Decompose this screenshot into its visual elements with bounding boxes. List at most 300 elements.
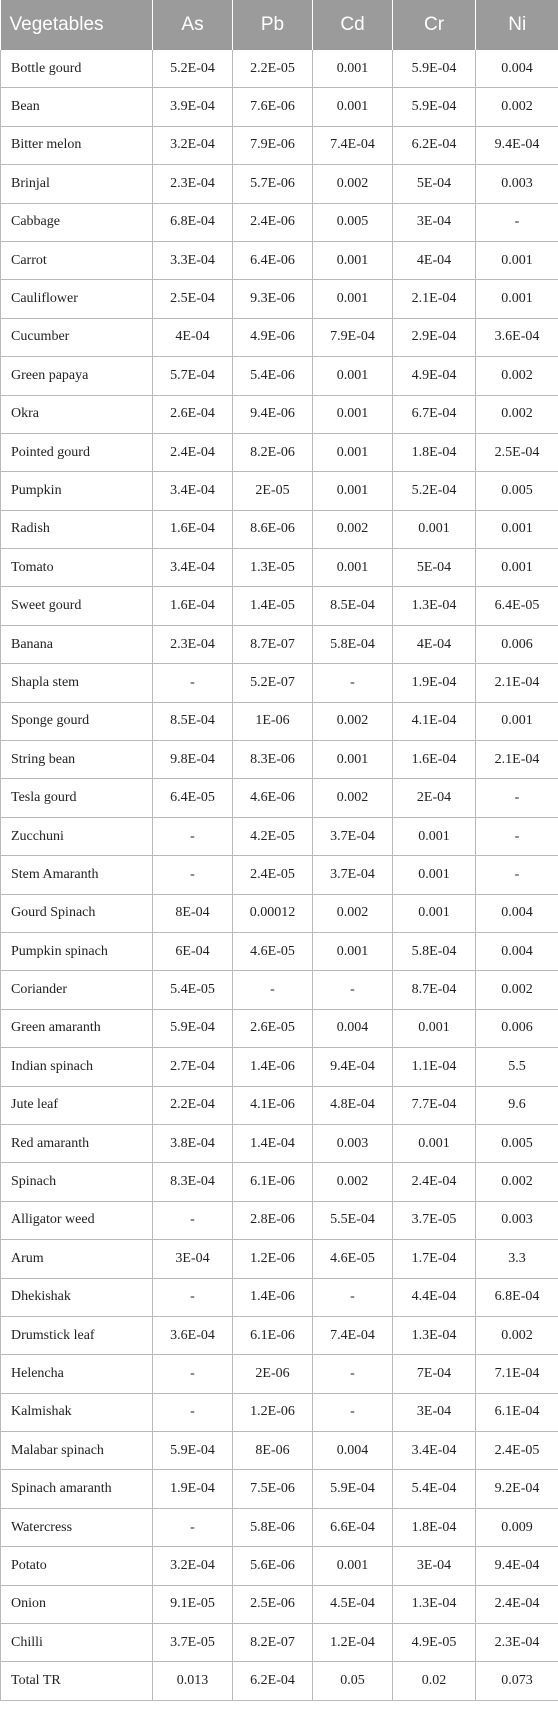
cell-vegetable: Green papaya xyxy=(1,357,153,395)
table-row xyxy=(1,1393,558,1431)
cell-cr: 1.3E-04 xyxy=(393,587,476,625)
cell-as: 3.9E-04 xyxy=(153,88,233,126)
cell-cd: 5.8E-04 xyxy=(313,625,393,663)
table-row xyxy=(1,856,558,894)
cell-ni: 0.001 xyxy=(476,241,558,279)
cell-pb: 6.1E-06 xyxy=(233,1316,313,1354)
cell-vegetable: Red amaranth xyxy=(1,1124,153,1162)
cell-pb: 7.5E-06 xyxy=(233,1470,313,1508)
cell-vegetable: Onion xyxy=(1,1585,153,1623)
cell-as: 3.3E-04 xyxy=(153,241,233,279)
cell-ni: 2.3E-04 xyxy=(476,1624,558,1662)
cell-cr: 6.2E-04 xyxy=(393,126,476,164)
cell-as: 6E-04 xyxy=(153,932,233,970)
cell-vegetable: Sweet gourd xyxy=(1,587,153,625)
cell-cd: 0.001 xyxy=(313,395,393,433)
cell-as: 2.6E-04 xyxy=(153,395,233,433)
cell-vegetable: Bottle gourd xyxy=(1,50,153,88)
cell-cr: 5.4E-04 xyxy=(393,1470,476,1508)
cell-cd: 0.001 xyxy=(313,741,393,779)
cell-as: 9.1E-05 xyxy=(153,1585,233,1623)
cell-ni: 0.002 xyxy=(476,1316,558,1354)
cell-ni: 0.002 xyxy=(476,971,558,1009)
table-row xyxy=(1,702,558,740)
cell-ni: 0.006 xyxy=(476,1009,558,1047)
cell-cd: 0.05 xyxy=(313,1662,393,1700)
cell-ni: 0.009 xyxy=(476,1508,558,1546)
cell-vegetable: Indian spinach xyxy=(1,1048,153,1086)
cell-ni: 0.006 xyxy=(476,625,558,663)
cell-vegetable: Okra xyxy=(1,395,153,433)
cell-ni: 0.003 xyxy=(476,1201,558,1239)
cell-ni: 3.3 xyxy=(476,1240,558,1278)
cell-vegetable: Pumpkin spinach xyxy=(1,932,153,970)
cell-vegetable: Spinach xyxy=(1,1163,153,1201)
table-row xyxy=(1,472,558,510)
cell-pb: 2.5E-06 xyxy=(233,1585,313,1623)
cell-as: 2.3E-04 xyxy=(153,625,233,663)
cell-vegetable: Banana xyxy=(1,625,153,663)
cell-cd: 3.7E-04 xyxy=(313,817,393,855)
cell-as: 1.9E-04 xyxy=(153,1470,233,1508)
cell-as: 5.4E-05 xyxy=(153,971,233,1009)
cell-cr: 5.9E-04 xyxy=(393,50,476,88)
cell-vegetable: Arum xyxy=(1,1240,153,1278)
cell-ni: 2.4E-04 xyxy=(476,1585,558,1623)
table-row xyxy=(1,1048,558,1086)
cell-cd: 0.004 xyxy=(313,1432,393,1470)
table-row xyxy=(1,894,558,932)
cell-cd: 0.002 xyxy=(313,1163,393,1201)
cell-pb: 9.3E-06 xyxy=(233,280,313,318)
cell-ni: 0.001 xyxy=(476,702,558,740)
cell-ni: 0.002 xyxy=(476,357,558,395)
cell-pb: 2.6E-05 xyxy=(233,1009,313,1047)
cell-cr: 3.7E-05 xyxy=(393,1201,476,1239)
cell-ni: 5.5 xyxy=(476,1048,558,1086)
cell-ni: 0.004 xyxy=(476,894,558,932)
cell-cd: 7.4E-04 xyxy=(313,126,393,164)
cell-as: - xyxy=(153,856,233,894)
table-row xyxy=(1,817,558,855)
cell-as: 3.2E-04 xyxy=(153,126,233,164)
table-row xyxy=(1,1201,558,1239)
cell-cr: 7.7E-04 xyxy=(393,1086,476,1124)
table-row xyxy=(1,241,558,279)
table-body xyxy=(1,50,558,1700)
cell-ni: - xyxy=(476,203,558,241)
cell-ni: 2.5E-04 xyxy=(476,433,558,471)
cell-pb: 5.7E-06 xyxy=(233,165,313,203)
column-header-vegetables: Vegetables xyxy=(1,0,153,50)
cell-vegetable: Cucumber xyxy=(1,318,153,356)
table-row xyxy=(1,932,558,970)
cell-cr: 1.3E-04 xyxy=(393,1585,476,1623)
cell-pb: 9.4E-06 xyxy=(233,395,313,433)
cell-vegetable: Chilli xyxy=(1,1624,153,1662)
cell-cr: 1.8E-04 xyxy=(393,433,476,471)
table-row xyxy=(1,1124,558,1162)
cell-vegetable: Helencha xyxy=(1,1355,153,1393)
cell-cd: - xyxy=(313,1278,393,1316)
cell-ni: 2.1E-04 xyxy=(476,741,558,779)
table-row xyxy=(1,510,558,548)
cell-vegetable: Brinjal xyxy=(1,165,153,203)
cell-cd: 0.001 xyxy=(313,549,393,587)
cell-pb: 4.6E-05 xyxy=(233,932,313,970)
cell-ni: 9.4E-04 xyxy=(476,126,558,164)
header-row xyxy=(1,0,558,50)
cell-as: 5.7E-04 xyxy=(153,357,233,395)
cell-as: 6.4E-05 xyxy=(153,779,233,817)
cell-pb: 8.6E-06 xyxy=(233,510,313,548)
cell-cd: 0.001 xyxy=(313,280,393,318)
column-header-cr: Cr xyxy=(393,0,476,50)
cell-pb: 8.2E-07 xyxy=(233,1624,313,1662)
cell-cr: 1.9E-04 xyxy=(393,664,476,702)
cell-ni: 0.005 xyxy=(476,472,558,510)
cell-as: 0.013 xyxy=(153,1662,233,1700)
table-row xyxy=(1,1662,558,1700)
cell-cd: 7.9E-04 xyxy=(313,318,393,356)
table-row xyxy=(1,1240,558,1278)
cell-pb: 5.8E-06 xyxy=(233,1508,313,1546)
cell-ni: - xyxy=(476,817,558,855)
table-row xyxy=(1,625,558,663)
table-row xyxy=(1,318,558,356)
cell-cd: 0.001 xyxy=(313,932,393,970)
cell-cd: 0.002 xyxy=(313,510,393,548)
cell-as: 3.8E-04 xyxy=(153,1124,233,1162)
cell-cr: 1.6E-04 xyxy=(393,741,476,779)
cell-pb: 6.4E-06 xyxy=(233,241,313,279)
cell-as: 3.4E-04 xyxy=(153,549,233,587)
table-row xyxy=(1,1009,558,1047)
cell-pb: 2E-05 xyxy=(233,472,313,510)
cell-cr: 2.4E-04 xyxy=(393,1163,476,1201)
table-row xyxy=(1,1278,558,1316)
cell-vegetable: Shapla stem xyxy=(1,664,153,702)
cell-vegetable: Bean xyxy=(1,88,153,126)
cell-pb: 4.2E-05 xyxy=(233,817,313,855)
cell-vegetable: Carrot xyxy=(1,241,153,279)
cell-ni: 2.4E-05 xyxy=(476,1432,558,1470)
cell-as: - xyxy=(153,1278,233,1316)
cell-ni: 0.001 xyxy=(476,510,558,548)
column-header-cd: Cd xyxy=(313,0,393,50)
table-row xyxy=(1,50,558,88)
table-row xyxy=(1,126,558,164)
table-row xyxy=(1,549,558,587)
table-row xyxy=(1,1086,558,1124)
column-header-ni: Ni xyxy=(476,0,558,50)
cell-as: - xyxy=(153,1393,233,1431)
cell-cr: 3.4E-04 xyxy=(393,1432,476,1470)
cell-vegetable: Potato xyxy=(1,1547,153,1585)
cell-cd: 0.001 xyxy=(313,472,393,510)
cell-as: 2.7E-04 xyxy=(153,1048,233,1086)
cell-vegetable: Cauliflower xyxy=(1,280,153,318)
cell-cd: 0.003 xyxy=(313,1124,393,1162)
cell-pb: 4.1E-06 xyxy=(233,1086,313,1124)
cell-ni: 0.001 xyxy=(476,280,558,318)
table-row xyxy=(1,779,558,817)
cell-vegetable: Bitter melon xyxy=(1,126,153,164)
cell-cd: - xyxy=(313,664,393,702)
cell-as: - xyxy=(153,1355,233,1393)
table-row xyxy=(1,587,558,625)
cell-cd: 1.2E-04 xyxy=(313,1624,393,1662)
cell-ni: 0.005 xyxy=(476,1124,558,1162)
cell-cd: 9.4E-04 xyxy=(313,1048,393,1086)
cell-cr: 0.001 xyxy=(393,1009,476,1047)
cell-pb: 2.8E-06 xyxy=(233,1201,313,1239)
cell-cr: 3E-04 xyxy=(393,1547,476,1585)
cell-pb: 1.4E-05 xyxy=(233,587,313,625)
cell-ni: 0.003 xyxy=(476,165,558,203)
cell-vegetable: Coriander xyxy=(1,971,153,1009)
cell-vegetable: Spinach amaranth xyxy=(1,1470,153,1508)
cell-as: 5.9E-04 xyxy=(153,1432,233,1470)
cell-vegetable: Watercress xyxy=(1,1508,153,1546)
cell-cr: 2E-04 xyxy=(393,779,476,817)
cell-ni: 0.004 xyxy=(476,50,558,88)
cell-vegetable: Total TR xyxy=(1,1662,153,1700)
cell-as: 1.6E-04 xyxy=(153,510,233,548)
cell-cd: 8.5E-04 xyxy=(313,587,393,625)
table-row xyxy=(1,1508,558,1546)
cell-pb: 1.4E-04 xyxy=(233,1124,313,1162)
cell-cd: 5.5E-04 xyxy=(313,1201,393,1239)
cell-pb: 8.7E-07 xyxy=(233,625,313,663)
table-row xyxy=(1,741,558,779)
cell-cr: 0.001 xyxy=(393,1124,476,1162)
table-row xyxy=(1,88,558,126)
cell-as: 2.4E-04 xyxy=(153,433,233,471)
cell-as: 8.5E-04 xyxy=(153,702,233,740)
cell-pb: 2.2E-05 xyxy=(233,50,313,88)
cell-ni: 7.1E-04 xyxy=(476,1355,558,1393)
table-row xyxy=(1,357,558,395)
cell-cr: 0.001 xyxy=(393,817,476,855)
cell-pb: 2.4E-05 xyxy=(233,856,313,894)
cell-as: 2.2E-04 xyxy=(153,1086,233,1124)
cell-vegetable: Kalmishak xyxy=(1,1393,153,1431)
cell-vegetable: Radish xyxy=(1,510,153,548)
cell-ni: 2.1E-04 xyxy=(476,664,558,702)
cell-cd: 4.5E-04 xyxy=(313,1585,393,1623)
cell-cd: - xyxy=(313,971,393,1009)
cell-cd: 5.9E-04 xyxy=(313,1470,393,1508)
table-row xyxy=(1,395,558,433)
cell-as: 6.8E-04 xyxy=(153,203,233,241)
cell-cd: - xyxy=(313,1393,393,1431)
cell-as: - xyxy=(153,664,233,702)
cell-cr: 7E-04 xyxy=(393,1355,476,1393)
table-header xyxy=(1,0,558,50)
cell-cr: 8.7E-04 xyxy=(393,971,476,1009)
cell-vegetable: Alligator weed xyxy=(1,1201,153,1239)
cell-cr: 1.7E-04 xyxy=(393,1240,476,1278)
cell-cr: 4E-04 xyxy=(393,241,476,279)
cell-as: 3.4E-04 xyxy=(153,472,233,510)
cell-pb: 1.4E-06 xyxy=(233,1048,313,1086)
cell-as: 8E-04 xyxy=(153,894,233,932)
cell-cd: 4.8E-04 xyxy=(313,1086,393,1124)
cell-cd: 0.001 xyxy=(313,433,393,471)
cell-as: 1.6E-04 xyxy=(153,587,233,625)
cell-pb: 4.6E-06 xyxy=(233,779,313,817)
cell-cr: 1.8E-04 xyxy=(393,1508,476,1546)
cell-as: 3.7E-05 xyxy=(153,1624,233,1662)
cell-as: 8.3E-04 xyxy=(153,1163,233,1201)
cell-pb: 5.6E-06 xyxy=(233,1547,313,1585)
cell-cd: 0.001 xyxy=(313,357,393,395)
cell-cr: 0.001 xyxy=(393,894,476,932)
cell-cd: 0.002 xyxy=(313,894,393,932)
cell-vegetable: Tomato xyxy=(1,549,153,587)
cell-cr: 4.4E-04 xyxy=(393,1278,476,1316)
cell-ni: - xyxy=(476,779,558,817)
cell-cr: 2.9E-04 xyxy=(393,318,476,356)
cell-pb: 0.00012 xyxy=(233,894,313,932)
cell-pb: - xyxy=(233,971,313,1009)
cell-pb: 1.2E-06 xyxy=(233,1393,313,1431)
cell-cd: 0.001 xyxy=(313,88,393,126)
cell-pb: 1.2E-06 xyxy=(233,1240,313,1278)
table-row xyxy=(1,1355,558,1393)
cell-pb: 1.3E-05 xyxy=(233,549,313,587)
cell-cd: 0.001 xyxy=(313,1547,393,1585)
cell-cr: 2.1E-04 xyxy=(393,280,476,318)
cell-vegetable: Sponge gourd xyxy=(1,702,153,740)
table-row xyxy=(1,433,558,471)
cell-cr: 5.9E-04 xyxy=(393,88,476,126)
cell-pb: 6.2E-04 xyxy=(233,1662,313,1700)
cell-cd: 0.002 xyxy=(313,702,393,740)
cell-cr: 3E-04 xyxy=(393,203,476,241)
cell-cr: 5.8E-04 xyxy=(393,932,476,970)
table-row xyxy=(1,1624,558,1662)
cell-pb: 6.1E-06 xyxy=(233,1163,313,1201)
cell-cr: 3E-04 xyxy=(393,1393,476,1431)
cell-vegetable: Drumstick leaf xyxy=(1,1316,153,1354)
cell-pb: 7.9E-06 xyxy=(233,126,313,164)
table-row xyxy=(1,971,558,1009)
cell-cr: 1.3E-04 xyxy=(393,1316,476,1354)
cell-as: 9.8E-04 xyxy=(153,741,233,779)
cell-ni: 6.1E-04 xyxy=(476,1393,558,1431)
cell-vegetable: Pumpkin xyxy=(1,472,153,510)
cell-cr: 5E-04 xyxy=(393,165,476,203)
table-row xyxy=(1,1585,558,1623)
cell-as: 3.2E-04 xyxy=(153,1547,233,1585)
cell-vegetable: Green amaranth xyxy=(1,1009,153,1047)
cell-cd: 0.004 xyxy=(313,1009,393,1047)
cell-pb: 5.2E-07 xyxy=(233,664,313,702)
cell-ni: 3.6E-04 xyxy=(476,318,558,356)
cell-ni: 9.2E-04 xyxy=(476,1470,558,1508)
cell-pb: 2E-06 xyxy=(233,1355,313,1393)
cell-pb: 8.3E-06 xyxy=(233,741,313,779)
cell-vegetable: Gourd Spinach xyxy=(1,894,153,932)
cell-vegetable: String bean xyxy=(1,741,153,779)
column-header-pb: Pb xyxy=(233,0,313,50)
table-row xyxy=(1,664,558,702)
cell-cd: 0.002 xyxy=(313,165,393,203)
cell-ni: 0.001 xyxy=(476,549,558,587)
cell-ni: 0.004 xyxy=(476,932,558,970)
cell-cd: 3.7E-04 xyxy=(313,856,393,894)
cell-as: 2.3E-04 xyxy=(153,165,233,203)
cell-ni: 0.002 xyxy=(476,1163,558,1201)
table-row xyxy=(1,165,558,203)
cell-ni: 9.6 xyxy=(476,1086,558,1124)
cell-as: 5.9E-04 xyxy=(153,1009,233,1047)
cell-as: - xyxy=(153,817,233,855)
cell-ni: 6.4E-05 xyxy=(476,587,558,625)
table-row xyxy=(1,1163,558,1201)
cell-as: 5.2E-04 xyxy=(153,50,233,88)
cell-cd: 0.005 xyxy=(313,203,393,241)
cell-ni: 0.002 xyxy=(476,395,558,433)
cell-ni: - xyxy=(476,856,558,894)
cell-ni: 9.4E-04 xyxy=(476,1547,558,1585)
cell-as: 3.6E-04 xyxy=(153,1316,233,1354)
cell-ni: 0.073 xyxy=(476,1662,558,1700)
cell-cr: 4E-04 xyxy=(393,625,476,663)
cell-cd: 7.4E-04 xyxy=(313,1316,393,1354)
cell-cr: 5.2E-04 xyxy=(393,472,476,510)
cell-pb: 8E-06 xyxy=(233,1432,313,1470)
cell-pb: 1E-06 xyxy=(233,702,313,740)
cell-cr: 4.1E-04 xyxy=(393,702,476,740)
table-row xyxy=(1,280,558,318)
cell-vegetable: Stem Amaranth xyxy=(1,856,153,894)
cell-as: 3E-04 xyxy=(153,1240,233,1278)
cell-vegetable: Cabbage xyxy=(1,203,153,241)
cell-cr: 1.1E-04 xyxy=(393,1048,476,1086)
cell-vegetable: Dhekishak xyxy=(1,1278,153,1316)
cell-cr: 4.9E-05 xyxy=(393,1624,476,1662)
cell-as: 2.5E-04 xyxy=(153,280,233,318)
cell-cr: 5E-04 xyxy=(393,549,476,587)
cell-pb: 2.4E-06 xyxy=(233,203,313,241)
cell-cr: 4.9E-04 xyxy=(393,357,476,395)
cell-pb: 5.4E-06 xyxy=(233,357,313,395)
table-row xyxy=(1,203,558,241)
table-row xyxy=(1,1470,558,1508)
cell-as: 4E-04 xyxy=(153,318,233,356)
table-row xyxy=(1,1316,558,1354)
cell-vegetable: Zucchuni xyxy=(1,817,153,855)
cell-vegetable: Malabar spinach xyxy=(1,1432,153,1470)
cell-as: - xyxy=(153,1508,233,1546)
cell-cd: 0.001 xyxy=(313,241,393,279)
cell-as: - xyxy=(153,1201,233,1239)
table-row xyxy=(1,1432,558,1470)
cell-cr: 0.001 xyxy=(393,856,476,894)
cell-vegetable: Jute leaf xyxy=(1,1086,153,1124)
cell-ni: 6.8E-04 xyxy=(476,1278,558,1316)
cell-cd: 0.001 xyxy=(313,50,393,88)
cell-vegetable: Pointed gourd xyxy=(1,433,153,471)
cell-vegetable: Tesla gourd xyxy=(1,779,153,817)
cell-pb: 4.9E-06 xyxy=(233,318,313,356)
cell-ni: 0.002 xyxy=(476,88,558,126)
cell-cd: 4.6E-05 xyxy=(313,1240,393,1278)
cell-cd: 6.6E-04 xyxy=(313,1508,393,1546)
